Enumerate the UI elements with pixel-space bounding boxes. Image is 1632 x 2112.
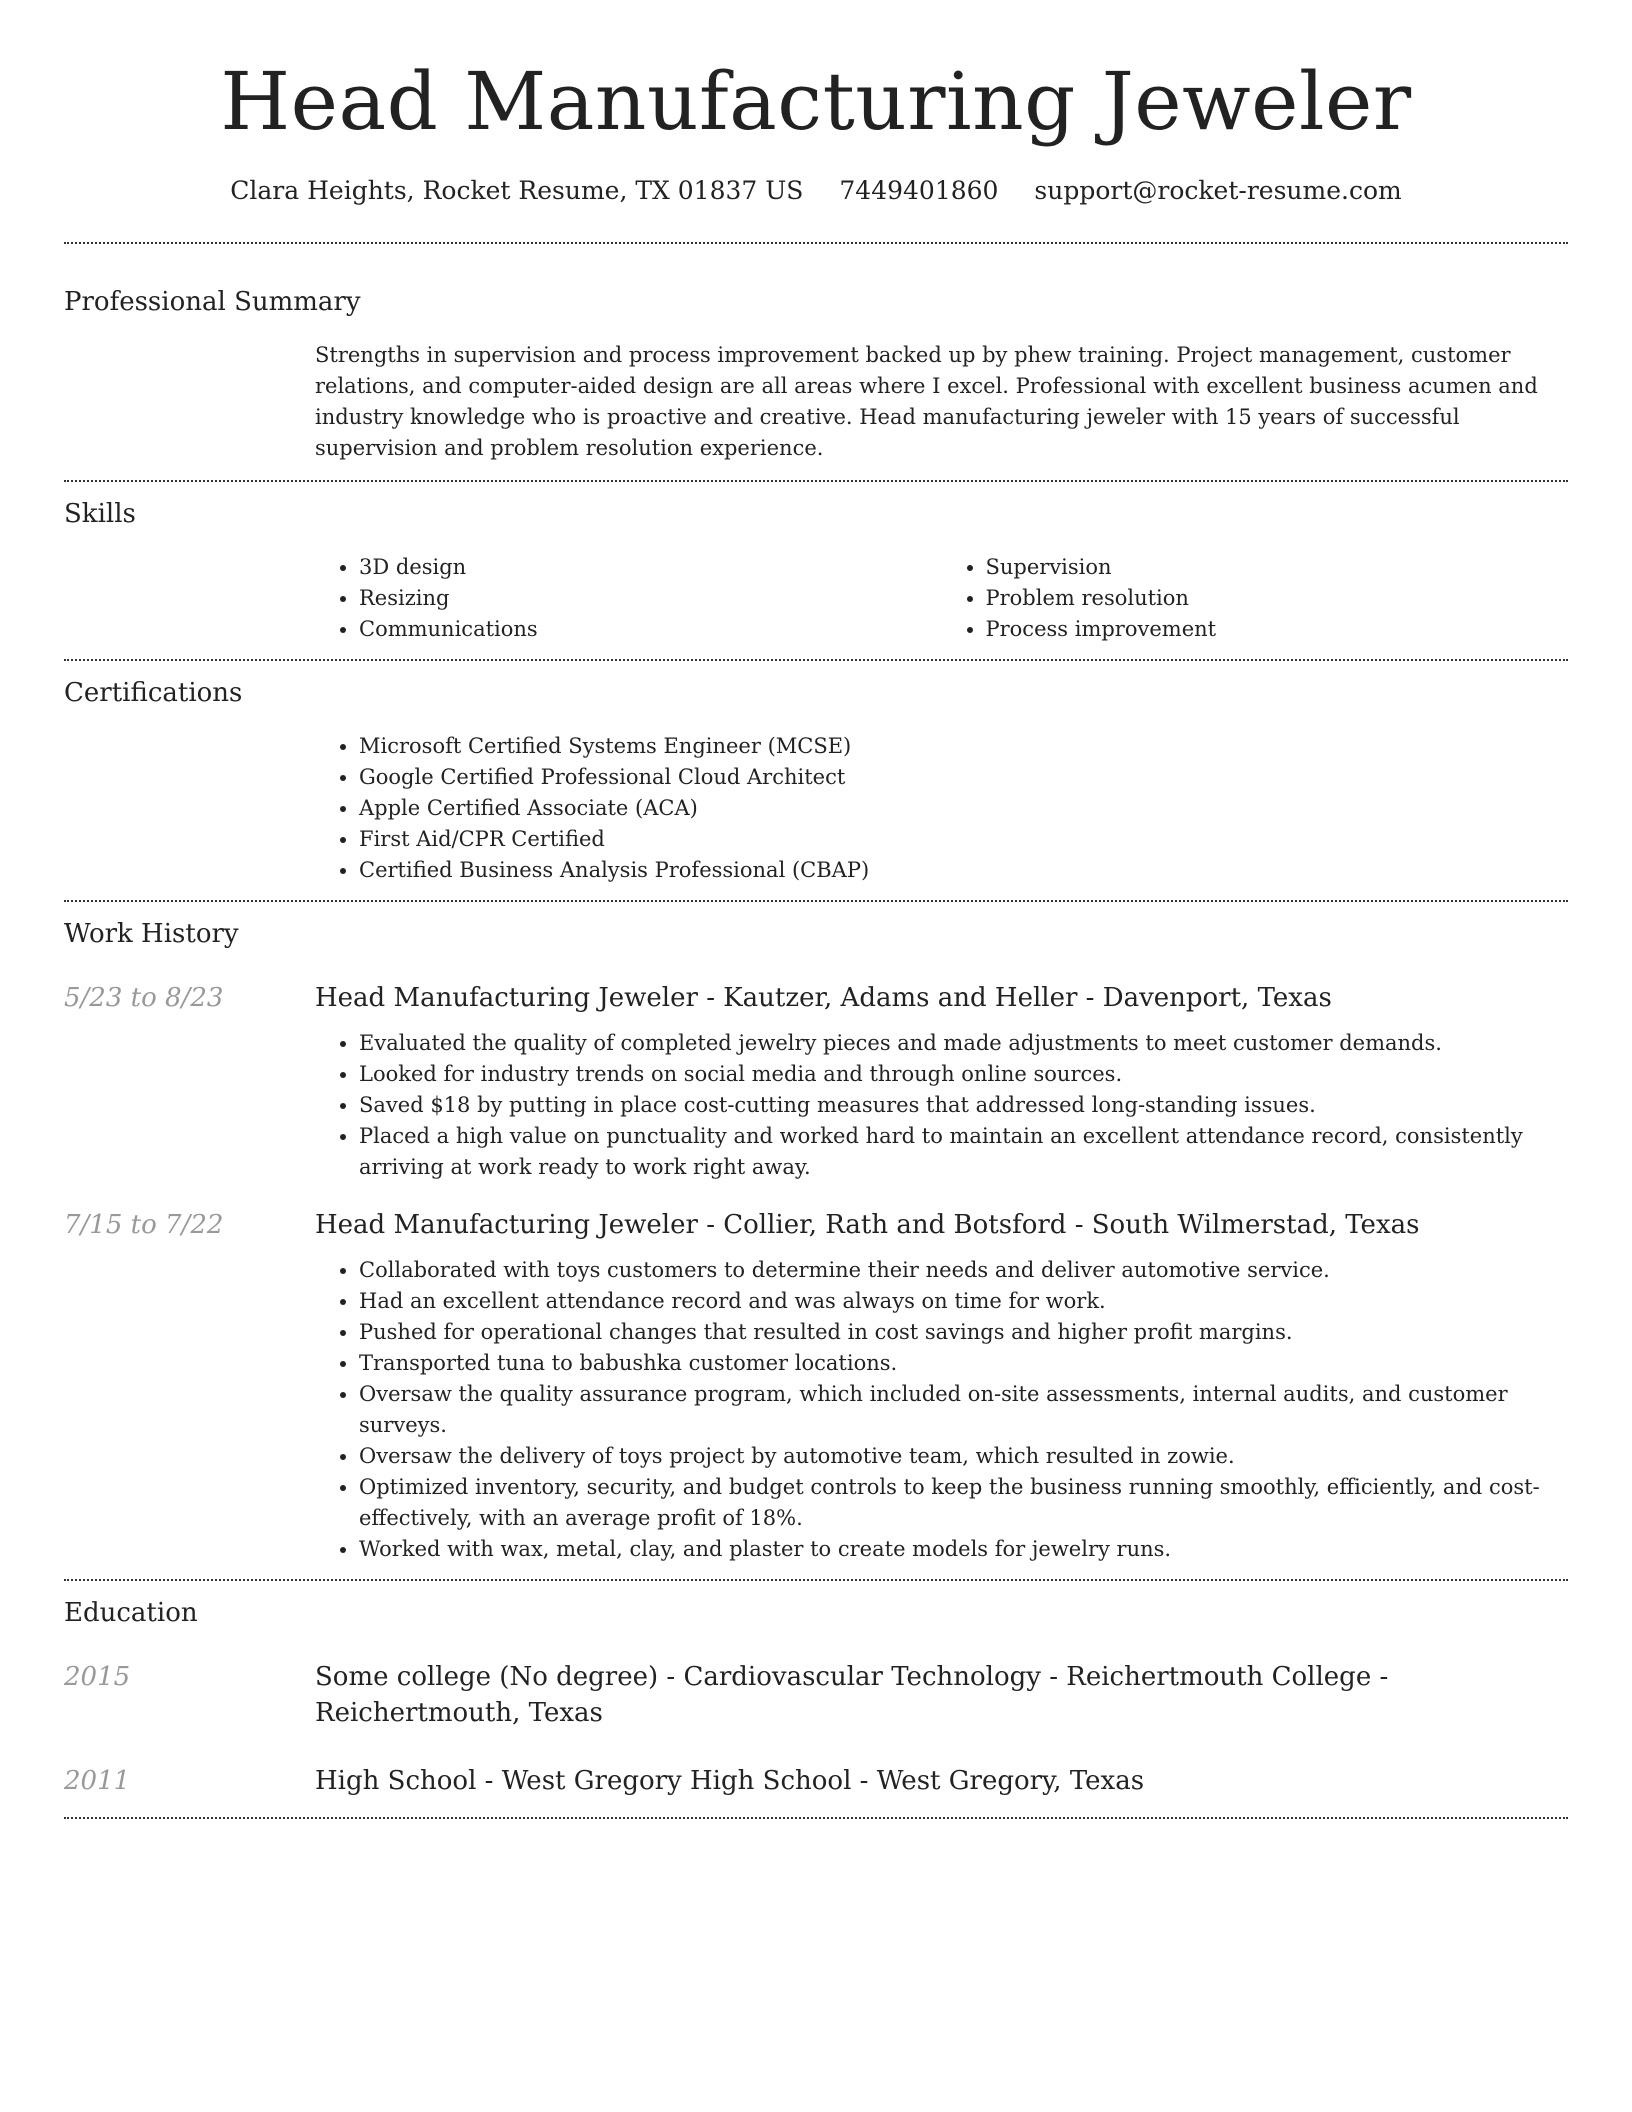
skill-item: • Problem resolution	[986, 583, 1569, 614]
job-bullet: • Placed a high value on punctuality and worked hard to maintain an excellent attendance record, consistently arriving at work ready to work right away.	[359, 1121, 1568, 1183]
job-entry	[64, 980, 1568, 1183]
job-bullet: • Looked for industry trends on social media and through online sources.	[359, 1059, 1568, 1090]
education-section	[64, 1581, 1568, 1817]
job-bullets	[315, 1028, 1568, 1183]
education-title: Education	[64, 1598, 198, 1628]
certifications-title: Certifications	[64, 678, 243, 708]
education-date: 2015	[64, 1662, 131, 1692]
skill-item: • Supervision	[986, 552, 1569, 583]
summary-section	[64, 244, 1568, 480]
education-heading: High School - West Gregory High School - West Gregory, Texas	[315, 1766, 1145, 1796]
work-history-title: Work History	[64, 919, 239, 949]
certification-item: • Microsoft Certified Systems Engineer (MCSE)	[359, 731, 1568, 762]
skills-section	[64, 482, 1568, 659]
job-bullet: • Collaborated with toys customers to determine their needs and deliver automotive service.	[359, 1255, 1568, 1286]
job-bullet: • Pushed for operational changes that resulted in cost savings and higher profit margins.	[359, 1317, 1568, 1348]
job-heading: Head Manufacturing Jeweler - Collier, Rath and Botsford - South Wilmerstad, Texas	[315, 1210, 1420, 1240]
education-entry	[64, 1659, 1568, 1731]
skills-left-list	[315, 552, 942, 645]
job-body	[315, 980, 1568, 1183]
certifications-list	[315, 731, 1568, 886]
divider	[64, 1817, 1568, 1819]
certification-item: • Certified Business Analysis Professional (CBAP)	[359, 855, 1568, 886]
skill-item: • Process improvement	[986, 614, 1569, 645]
job-bullet: • Saved $18 by putting in place cost-cutting measures that addressed long-standing issues.	[359, 1090, 1568, 1121]
contact-phone: 7449401860	[839, 176, 999, 205]
education-heading: Some college (No degree) - Cardiovascular Technology - Reichertmouth College - Reichertmouth, Texas	[315, 1662, 1389, 1728]
education-date: 2011	[64, 1766, 131, 1796]
skills-columns	[315, 552, 1568, 659]
skill-item: • Resizing	[359, 583, 942, 614]
contact-address: Clara Heights, Rocket Resume, TX 01837 US	[230, 176, 804, 205]
skills-title: Skills	[64, 499, 136, 529]
skill-item: • Communications	[359, 614, 942, 645]
skills-right-list	[942, 552, 1569, 645]
work-history-section	[64, 902, 1568, 1579]
certification-item: • Google Certified Professional Cloud Architect	[359, 762, 1568, 793]
job-entry	[64, 1207, 1568, 1565]
job-bullet: • Oversaw the delivery of toys project by automotive team, which resulted in zowie.	[359, 1441, 1568, 1472]
job-body	[315, 1207, 1568, 1565]
job-bullet: • Oversaw the quality assurance program, which included on-site assessments, internal audits, and customer surveys.	[359, 1379, 1568, 1441]
education-entry	[64, 1763, 1568, 1799]
job-bullets	[315, 1255, 1568, 1565]
certification-item: • Apple Certified Associate (ACA)	[359, 793, 1568, 824]
certifications-section	[64, 661, 1568, 900]
contact-email: support@rocket-resume.com	[1034, 176, 1402, 205]
job-heading: Head Manufacturing Jeweler - Kautzer, Adams and Heller - Davenport, Texas	[315, 983, 1332, 1013]
skill-item: • 3D design	[359, 552, 942, 583]
resume-name: Head Manufacturing Jeweler	[220, 55, 1412, 148]
job-bullet: • Had an excellent attendance record and was always on time for work.	[359, 1286, 1568, 1317]
summary-text: Strengths in supervision and process improvement backed up by phew training. Project management, customer relations, and computer-aided design are all areas where I excel. Professional with excellent business acumen and industry knowledge who is proactive and creative. Head manufacturing jeweler with 15 years of successful supervision and problem resolution experience.	[315, 343, 1538, 460]
job-bullet: • Worked with wax, metal, clay, and plaster to create models for jewelry runs.	[359, 1534, 1568, 1565]
certification-item: • First Aid/CPR Certified	[359, 824, 1568, 855]
job-date: 7/15 to 7/22	[64, 1210, 224, 1240]
job-date: 5/23 to 8/23	[64, 983, 224, 1013]
job-bullet: • Transported tuna to babushka customer locations.	[359, 1348, 1568, 1379]
summary-title: Professional Summary	[64, 287, 361, 317]
job-bullet: • Optimized inventory, security, and budget controls to keep the business running smoothly, efficiently, and cost-effectively, with an average profit of 18%.	[359, 1472, 1568, 1534]
contact-line	[64, 174, 1568, 208]
certifications-list-wrap	[315, 731, 1568, 900]
job-bullet: • Evaluated the quality of completed jewelry pieces and made adjustments to meet customer demands.	[359, 1028, 1568, 1059]
